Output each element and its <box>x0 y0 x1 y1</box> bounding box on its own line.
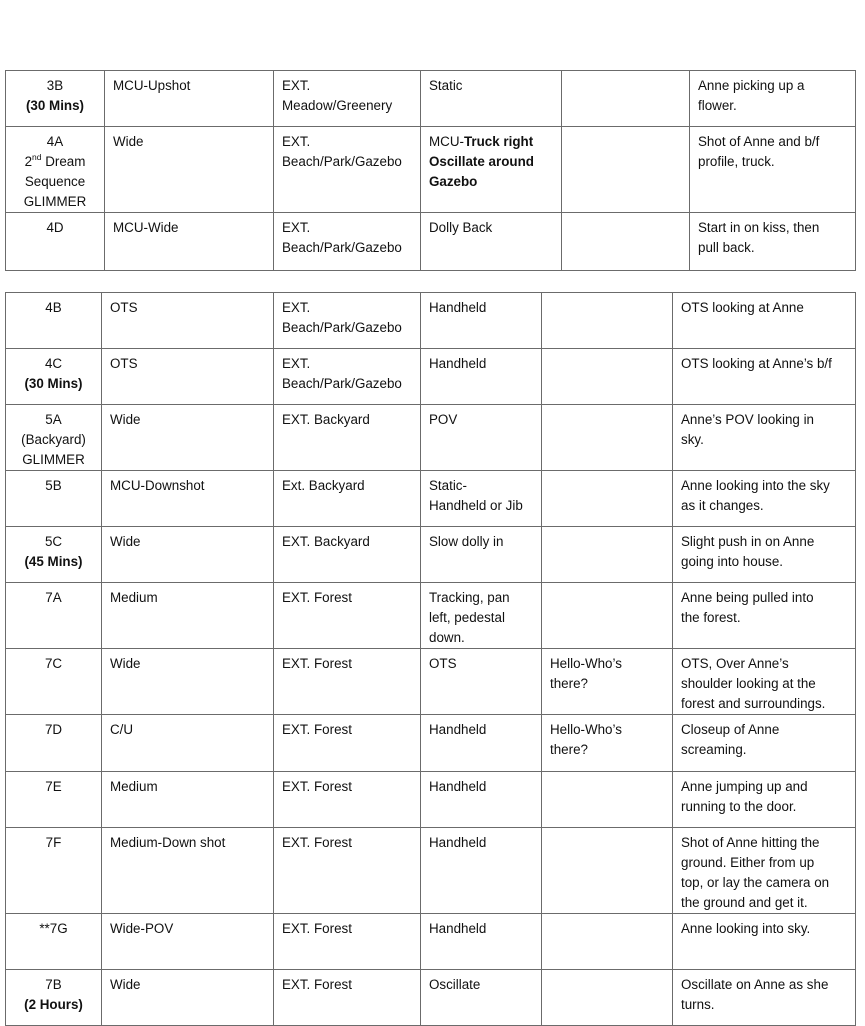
location-cell: EXT. Forest <box>274 828 421 914</box>
movement-cell: Dolly Back <box>421 213 562 271</box>
scene-cell <box>6 828 102 914</box>
movement-cell: Handheld <box>421 772 542 828</box>
location-cell: EXT. Forest <box>274 914 421 970</box>
shot-cell: Wide-POV <box>102 914 274 970</box>
scene-number: 7A <box>45 590 62 605</box>
description-cell: OTS, Over Anne’s shoulder looking at the forest and surroundings. <box>673 649 856 715</box>
description-cell: Closeup of Anne screaming. <box>673 715 856 772</box>
scene-number: 5B <box>45 478 62 493</box>
location-cell: EXT. Forest <box>274 772 421 828</box>
shot-cell: MCU-Downshot <box>102 471 274 527</box>
dialogue-cell <box>542 828 673 914</box>
dialogue-cell: Hello-Who’s there? <box>542 649 673 715</box>
shot-cell: Wide <box>102 527 274 583</box>
scene-number: 5C <box>44 534 63 549</box>
dialogue-cell <box>542 405 673 471</box>
scene-cell: 4A 2nd Dream Sequence GLIMMER <box>6 127 105 213</box>
location-cell: EXT. Forest <box>274 649 421 715</box>
movement-cell: Oscillate <box>421 970 542 1026</box>
table-row <box>6 213 856 271</box>
movement-cell: Handheld <box>421 715 542 772</box>
shot-cell: OTS <box>102 349 274 405</box>
scene-cell <box>6 583 102 649</box>
table-row <box>6 349 856 405</box>
scene-cell <box>6 772 102 828</box>
shot-cell: Wide <box>102 970 274 1026</box>
dialogue-cell <box>562 213 690 271</box>
shot-cell: MCU-Wide <box>105 213 274 271</box>
description-cell: Oscillate on Anne as she turns. <box>673 970 856 1026</box>
location-cell: EXT. Forest <box>274 583 421 649</box>
table-row <box>6 649 856 715</box>
dialogue-cell <box>542 527 673 583</box>
scene-duration: (30 Mins) <box>25 98 85 113</box>
location-cell: EXT. Meadow/Greenery <box>274 71 421 127</box>
scene-cell <box>6 715 102 772</box>
dialogue-cell <box>562 127 690 213</box>
description-cell: Slight push in on Anne going into house. <box>673 527 856 583</box>
shot-cell: Wide <box>102 649 274 715</box>
shot-cell: Wide <box>102 405 274 471</box>
table-row <box>6 914 856 970</box>
scene-cell <box>6 405 102 471</box>
scene-number: 7B <box>45 977 62 992</box>
location-cell: EXT. Beach/Park/Gazebo <box>274 293 421 349</box>
movement-cell: Handheld <box>421 914 542 970</box>
table-row <box>6 127 856 213</box>
scene-number: **7G <box>39 921 68 936</box>
description-cell: Anne looking into sky. <box>673 914 856 970</box>
shot-cell: Medium-Down shot <box>102 828 274 914</box>
table-row <box>6 715 856 772</box>
scene-cell <box>6 213 105 271</box>
location-cell: EXT. Forest <box>274 970 421 1026</box>
table-row <box>6 71 856 127</box>
table-row <box>6 471 856 527</box>
dialogue-cell <box>542 772 673 828</box>
scene-cell <box>6 649 102 715</box>
scene-number: 3B <box>46 78 64 93</box>
shot-cell: Medium <box>102 772 274 828</box>
table-row <box>6 583 856 649</box>
description-cell: OTS looking at Anne’s b/f <box>673 349 856 405</box>
scene-number: 4D <box>46 220 64 235</box>
scene-number: 4A <box>46 134 64 149</box>
location-cell: EXT. Beach/Park/Gazebo <box>274 213 421 271</box>
movement-cell: Static- Handheld or Jib <box>421 471 542 527</box>
shot-list-table-1 <box>5 70 856 271</box>
dialogue-cell <box>542 293 673 349</box>
movement-cell: Tracking, pan left, pedestal down. <box>421 583 542 649</box>
movement-cell: OTS <box>421 649 542 715</box>
scene-cell <box>6 349 102 405</box>
table-row <box>6 405 856 471</box>
location-cell: EXT. Beach/Park/Gazebo <box>274 127 421 213</box>
shot-cell: Wide <box>105 127 274 213</box>
scene-cell <box>6 527 102 583</box>
dialogue-cell <box>542 471 673 527</box>
description-cell: Shot of Anne and b/f profile, truck. <box>690 127 856 213</box>
description-cell: Anne jumping up and running to the door. <box>673 772 856 828</box>
table-row <box>6 293 856 349</box>
movement-cell: Handheld <box>421 349 542 405</box>
movement-cell: MCU-Truck right Oscillate around Gazebo <box>421 127 562 213</box>
location-cell: EXT. Forest <box>274 715 421 772</box>
location-cell: EXT. Beach/Park/Gazebo <box>274 349 421 405</box>
scene-duration: (2 Hours) <box>24 997 83 1012</box>
scene-cell <box>6 471 102 527</box>
scene-duration: (30 Mins) <box>24 376 83 391</box>
scene-cell <box>6 914 102 970</box>
table-row <box>6 772 856 828</box>
description-cell: Anne looking into the sky as it changes. <box>673 471 856 527</box>
movement-cell: Slow dolly in <box>421 527 542 583</box>
location-cell: EXT. Backyard <box>274 405 421 471</box>
table-row <box>6 527 856 583</box>
scene-number: 7F <box>45 835 62 850</box>
shot-cell: Medium <box>102 583 274 649</box>
scene-number: 4C <box>44 356 63 371</box>
table-body <box>6 293 856 1026</box>
scene-number: 7D <box>44 722 63 737</box>
scene-note: (Backyard) <box>21 432 86 447</box>
location-cell: EXT. Backyard <box>274 527 421 583</box>
dialogue-cell <box>542 914 673 970</box>
scene-number: 5A <box>45 412 62 427</box>
scene-note: GLIMMER <box>22 452 85 467</box>
dialogue-cell <box>542 349 673 405</box>
shot-cell: OTS <box>102 293 274 349</box>
scene-number: 7E <box>45 779 62 794</box>
scene-number: 4B <box>45 300 62 315</box>
dialogue-cell <box>542 583 673 649</box>
scene-cell <box>6 71 105 127</box>
scene-duration: (45 Mins) <box>24 554 83 569</box>
table-row <box>6 828 856 914</box>
dialogue-cell <box>562 71 690 127</box>
movement-cell: Handheld <box>421 293 542 349</box>
shot-cell: MCU-Upshot <box>105 71 274 127</box>
description-cell: Anne picking up a flower. <box>690 71 856 127</box>
shot-list-table-2 <box>5 292 856 1026</box>
movement-cell: Handheld <box>421 828 542 914</box>
scene-cell <box>6 970 102 1026</box>
movement-cell: POV <box>421 405 542 471</box>
description-cell: Anne being pulled into the forest. <box>673 583 856 649</box>
description-cell: OTS looking at Anne <box>673 293 856 349</box>
scene-number: 7C <box>44 656 63 671</box>
description-cell: Anne’s POV looking in sky. <box>673 405 856 471</box>
table-row <box>6 970 856 1026</box>
shot-cell: C/U <box>102 715 274 772</box>
description-cell: Start in on kiss, then pull back. <box>690 213 856 271</box>
description-cell: Shot of Anne hitting the ground. Either from up top, or lay the camera on the ground and get it. <box>673 828 856 914</box>
movement-cell: Static <box>421 71 562 127</box>
dialogue-cell: Hello-Who’s there? <box>542 715 673 772</box>
dialogue-cell <box>542 970 673 1026</box>
location-cell: Ext. Backyard <box>274 471 421 527</box>
scene-cell <box>6 293 102 349</box>
